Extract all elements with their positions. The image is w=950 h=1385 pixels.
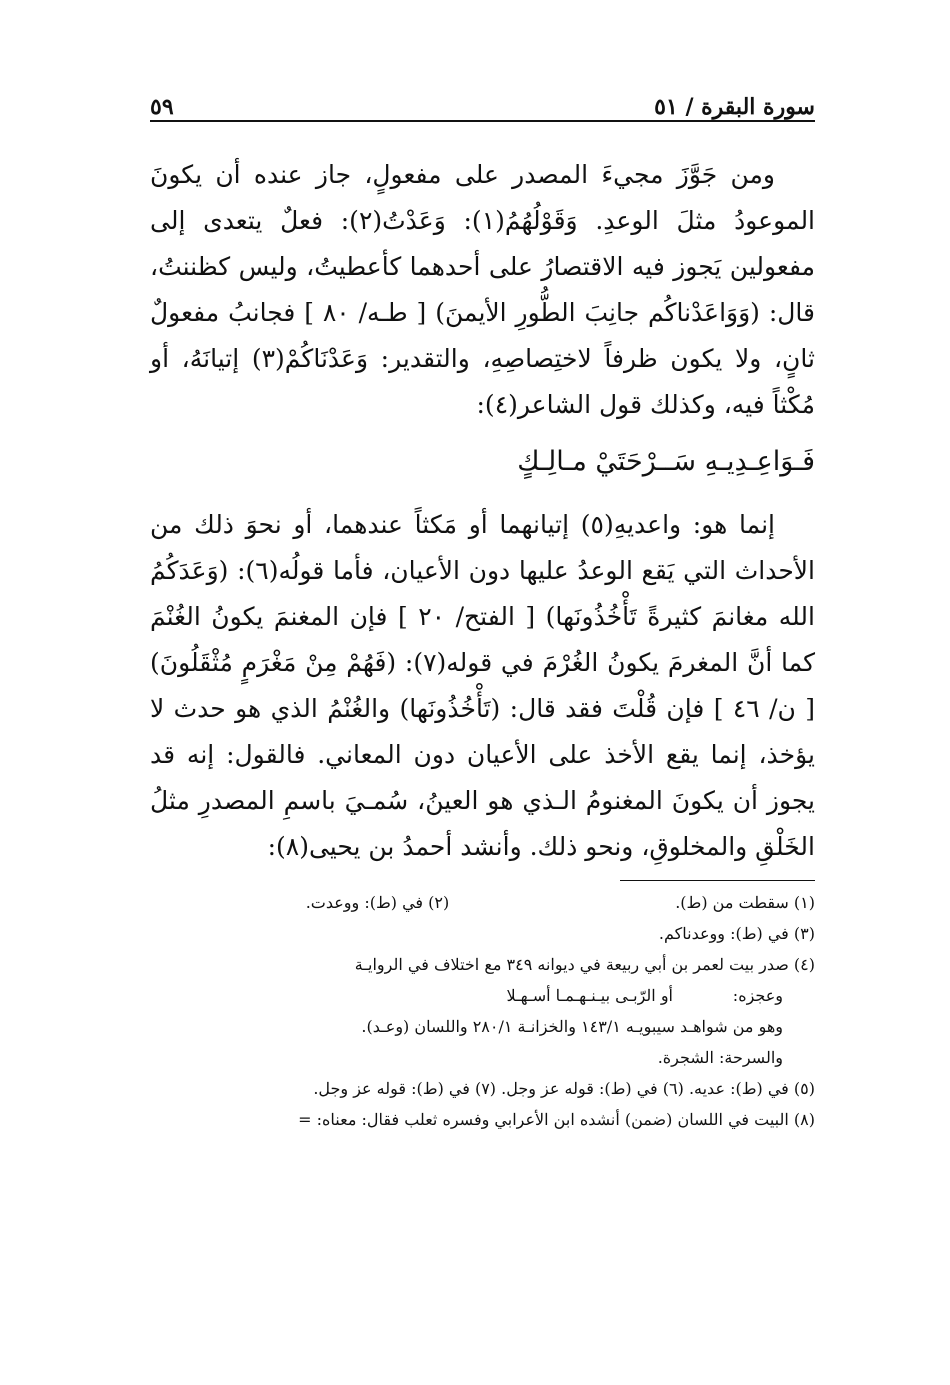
footnote-divider bbox=[620, 880, 815, 881]
surah-title: سورة البقرة / ٥١ bbox=[654, 94, 815, 120]
running-header bbox=[150, 78, 815, 122]
paragraph-2: إنما هو: واعديهِ(٥) إتيانهما أو مَكثاً عندهما، أو نحوَ ذلك من الأحداث التي يَقع الوعدُ عليها دون الأعيان، فأما قولُه(٦): (وَعَدَكُمُ الله مغانمَ كثيرةً تَأْخُذُونَها) [ الفتح/ ٢٠ ] فإن المغنمَ يكونُ الغُنْمَ كما أنَّ المغرمَ يكونُ الغُرْمَ في قوله(٧): (فَهُمْ مِنْ مَغْرَمٍ مُثْقَلُونَ) [ ن/ ٤٦ ] فإن قُلْتَ فقد قال: (تَأْخُذُونَها) والغُنْمُ الذي هو حدث لا يؤخذ، إنما يقع الأخذ على الأعيان دون المعاني. فالقول: إنه قد يجوز أن يكونَ المغنومُ الـذي هو العينُ، سُمـيَ باسمِ المصدرِ مثلُ الخَلْقِ والمخلوقِ، ونحو ذلك. وأنشد أحمدُ بن يحيى(٨): bbox=[150, 510, 815, 861]
footnote-4-label: وعجزه: bbox=[732, 986, 783, 1005]
footnote-3: (٣) في (ط): ووعدناكم. bbox=[658, 924, 815, 943]
footnote-4-poem bbox=[150, 980, 815, 1011]
footnote-2: (٢) في (ط): ووعدت. bbox=[305, 893, 450, 912]
poem-verse: فَـوَاعِـدِيـهِ سَــرْحَتَيْ مـالِـكٍ bbox=[517, 446, 815, 477]
footnote-4-gloss: والسرحة: الشجرة. bbox=[657, 1048, 783, 1067]
paragraph-1: ومن جَوَّزَ مجيءَ المصدر على مفعولٍ، جاز عنده أن يكونَ الموعودُ مثلَ الوعدِ. وَقَوْلُهُمُ(١): وَعَدْتُ(٢): فعلٌ يتعدى إلى مفعولين يَجوز فيه الاقتصارُ على أحدهما كأعطيتُ، وليس كظننتُ، قال: (وَوَاعَدْناكُم جانِبَ الطُّورِ الأيمنَ) [ طـه/ ٨٠ ] فجانبُ مفعولٌ ثانٍ، ولا يكون ظرفاً لاختِصاصِهِ، والتقدير: وَعَدْنَاكُمْ(٣) إتيانَهُ، أو مُكْثاً فيه، وكذلك قول الشاعر(٤): bbox=[150, 160, 816, 419]
footnotes bbox=[150, 887, 815, 1135]
footnote-1: (١) سقطت من (ط). bbox=[675, 893, 815, 912]
document-page bbox=[150, 78, 815, 1135]
page-number: ٥٩ bbox=[150, 94, 174, 120]
footnote-4-verse: أو الرّبـى بيـنـهـمـا أسـهـلا bbox=[506, 986, 673, 1005]
footnote-4: (٤) صدر بيت لعمر بن أبي ربيعة في ديوانه ٣٤٩ مع اختلاف في الروايـة bbox=[354, 955, 815, 974]
footnote-8: (٨) البيت في اللسان (ضمن) أنشده ابن الأعرابي وفسره ثعلب فقال: معناه: = bbox=[298, 1110, 815, 1129]
main-text bbox=[150, 152, 815, 870]
footnote-row bbox=[150, 887, 815, 918]
footnotes-5-7: (٥) في (ط): عديه. (٦) في (ط): قوله عز وجل. (٧) في (ط): قوله عز وجل. bbox=[313, 1079, 815, 1098]
footnote-4-source: وهو من شواهـد سيبويـه ١٤٣/١ والخزانـة ٢٨٠/١ واللسان (وعـد). bbox=[361, 1017, 783, 1036]
